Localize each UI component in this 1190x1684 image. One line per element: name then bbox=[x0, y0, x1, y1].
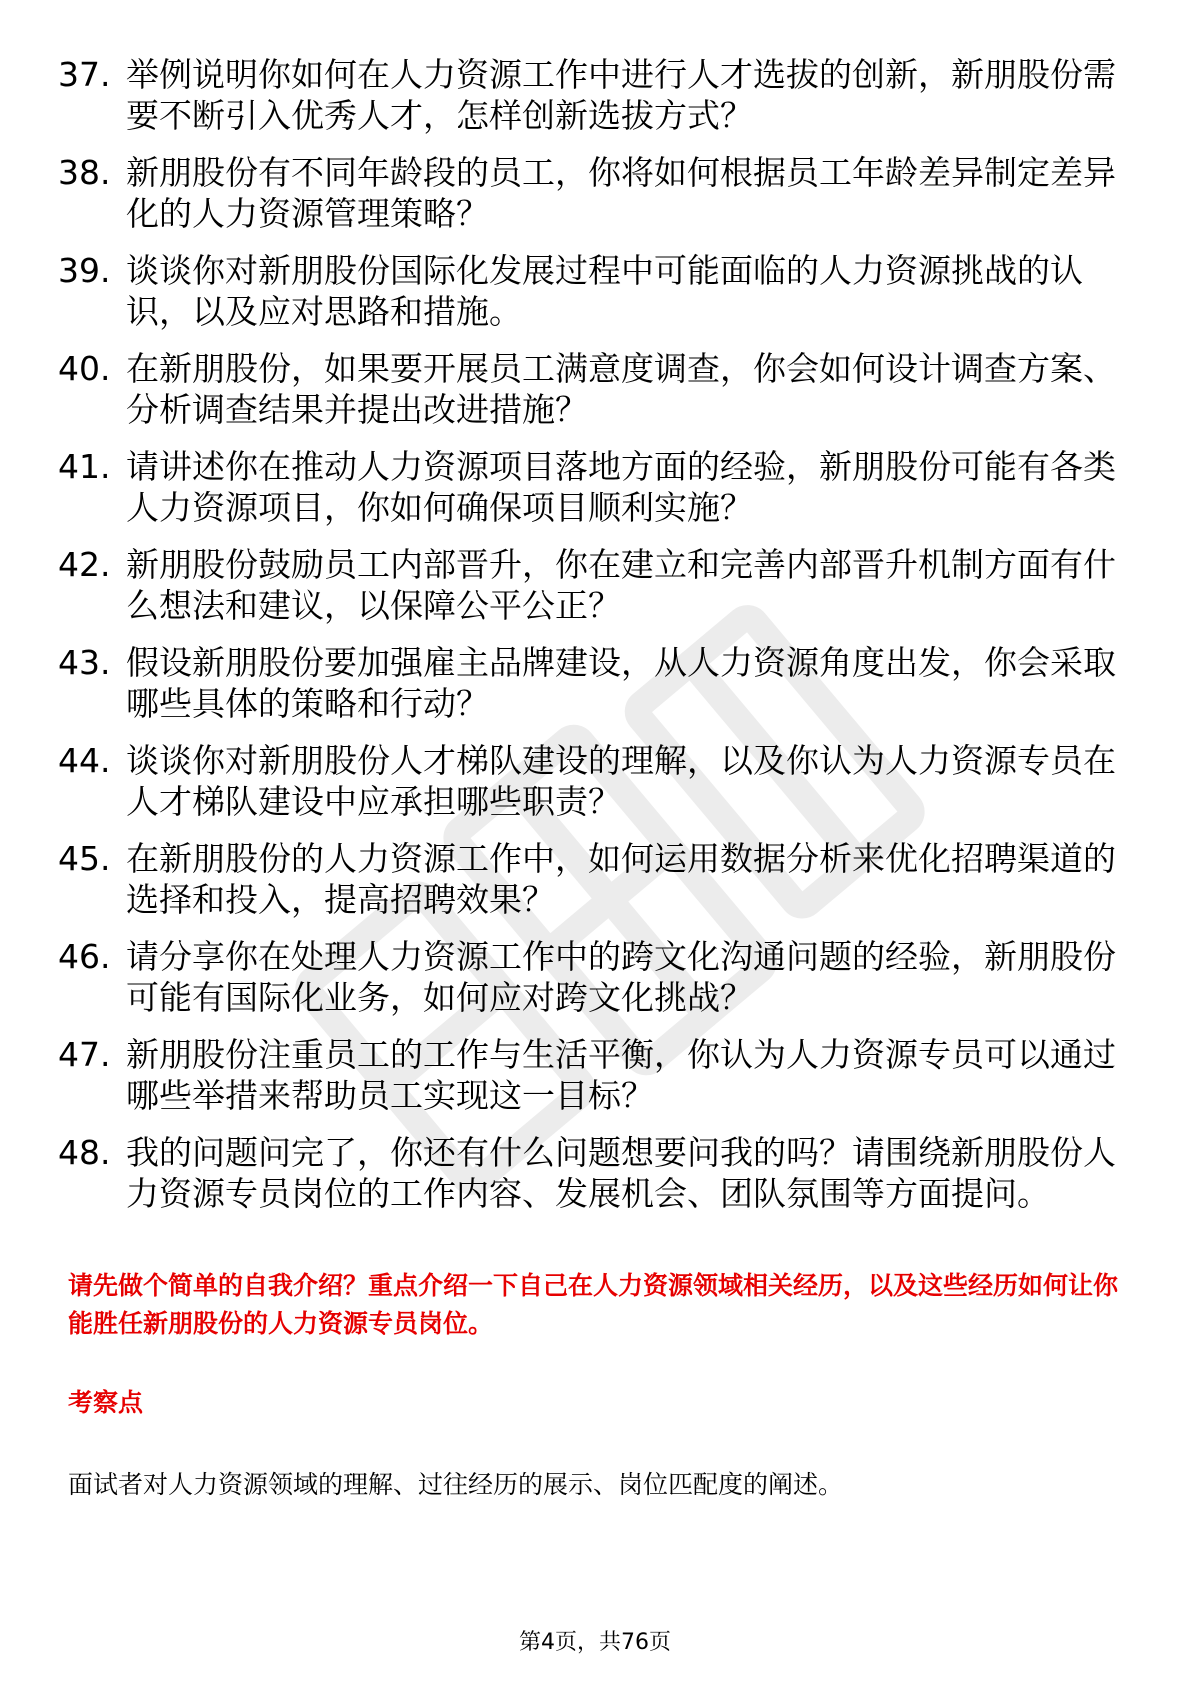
question-number: 46. bbox=[58, 937, 111, 976]
question-item bbox=[58, 152, 1118, 234]
question-item bbox=[58, 348, 1118, 430]
question-text: 在新朋股份的人力资源工作中，如何运用数据分析来优化招聘渠道的选择和投入，提高招聘效果？ bbox=[126, 839, 1116, 919]
question-text: 新朋股份鼓励员工内部晋升，你在建立和完善内部晋升机制方面有什么想法和建议，以保障公平公正？ bbox=[126, 545, 1116, 625]
question-item bbox=[58, 1034, 1118, 1116]
question-number: 48. bbox=[58, 1133, 111, 1172]
question-text: 我的问题问完了，你还有什么问题想要问我的吗？请围绕新朋股份人力资源专员岗位的工作内容、发展机会、团队氛围等方面提问。 bbox=[126, 1133, 1116, 1213]
question-item bbox=[58, 446, 1118, 528]
question-item bbox=[58, 54, 1118, 136]
question-text: 新朋股份注重员工的工作与生活平衡，你认为人力资源专员可以通过哪些举措来帮助员工实现这一目标？ bbox=[126, 1035, 1116, 1115]
question-item bbox=[58, 642, 1118, 724]
question-number: 39. bbox=[58, 251, 111, 290]
question-text: 在新朋股份，如果要开展员工满意度调查，你会如何设计调查方案、分析调查结果并提出改进措施？ bbox=[126, 349, 1116, 429]
question-text: 谈谈你对新朋股份国际化发展过程中可能面临的人力资源挑战的认识，以及应对思路和措施。 bbox=[126, 251, 1083, 331]
question-number: 41. bbox=[58, 447, 111, 486]
question-number: 38. bbox=[58, 153, 111, 192]
question-list bbox=[58, 54, 1118, 1230]
question-number: 40. bbox=[58, 349, 111, 388]
question-number: 37. bbox=[58, 55, 111, 94]
question-number: 43. bbox=[58, 643, 111, 682]
question-item bbox=[58, 740, 1118, 822]
question-item bbox=[58, 838, 1118, 920]
question-item bbox=[58, 1132, 1118, 1214]
assessment-points-label: 考察点 bbox=[68, 1388, 144, 1417]
question-text: 新朋股份有不同年龄段的员工，你将如何根据员工年龄差异制定差异化的人力资源管理策略？ bbox=[126, 153, 1116, 233]
question-text: 举例说明你如何在人力资源工作中进行人才选拔的创新，新朋股份需要不断引入优秀人才，怎样创新选拔方式？ bbox=[126, 55, 1116, 135]
question-text: 假设新朋股份要加强雇主品牌建设，从人力资源角度出发，你会采取哪些具体的策略和行动？ bbox=[126, 643, 1116, 723]
page-number: 第4页，共76页 bbox=[519, 1630, 671, 1655]
assessment-points-text: 面试者对人力资源领域的理解、过往经历的展示、岗位匹配度的阐述。 bbox=[68, 1470, 844, 1499]
question-text: 请分享你在处理人力资源工作中的跨文化沟通问题的经验，新朋股份可能有国际化业务，如何应对跨文化挑战？ bbox=[126, 937, 1116, 1017]
question-text: 请讲述你在推动人力资源项目落地方面的经验，新朋股份可能有各类人力资源项目，你如何确保项目顺利实施？ bbox=[126, 447, 1116, 527]
question-number: 44. bbox=[58, 741, 111, 780]
question-number: 45. bbox=[58, 839, 111, 878]
question-item bbox=[58, 250, 1118, 332]
question-number: 42. bbox=[58, 545, 111, 584]
intro-question-heading: 请先做个简单的自我介绍？重点介绍一下自己在人力资源领域相关经历，以及这些经历如何让你能胜任新朋股份的人力资源专员岗位。 bbox=[68, 1271, 1119, 1338]
question-number: 47. bbox=[58, 1035, 111, 1074]
question-text: 谈谈你对新朋股份人才梯队建设的理解，以及你认为人力资源专员在人才梯队建设中应承担哪些职责？ bbox=[126, 741, 1116, 821]
question-item bbox=[58, 936, 1118, 1018]
question-item bbox=[58, 544, 1118, 626]
